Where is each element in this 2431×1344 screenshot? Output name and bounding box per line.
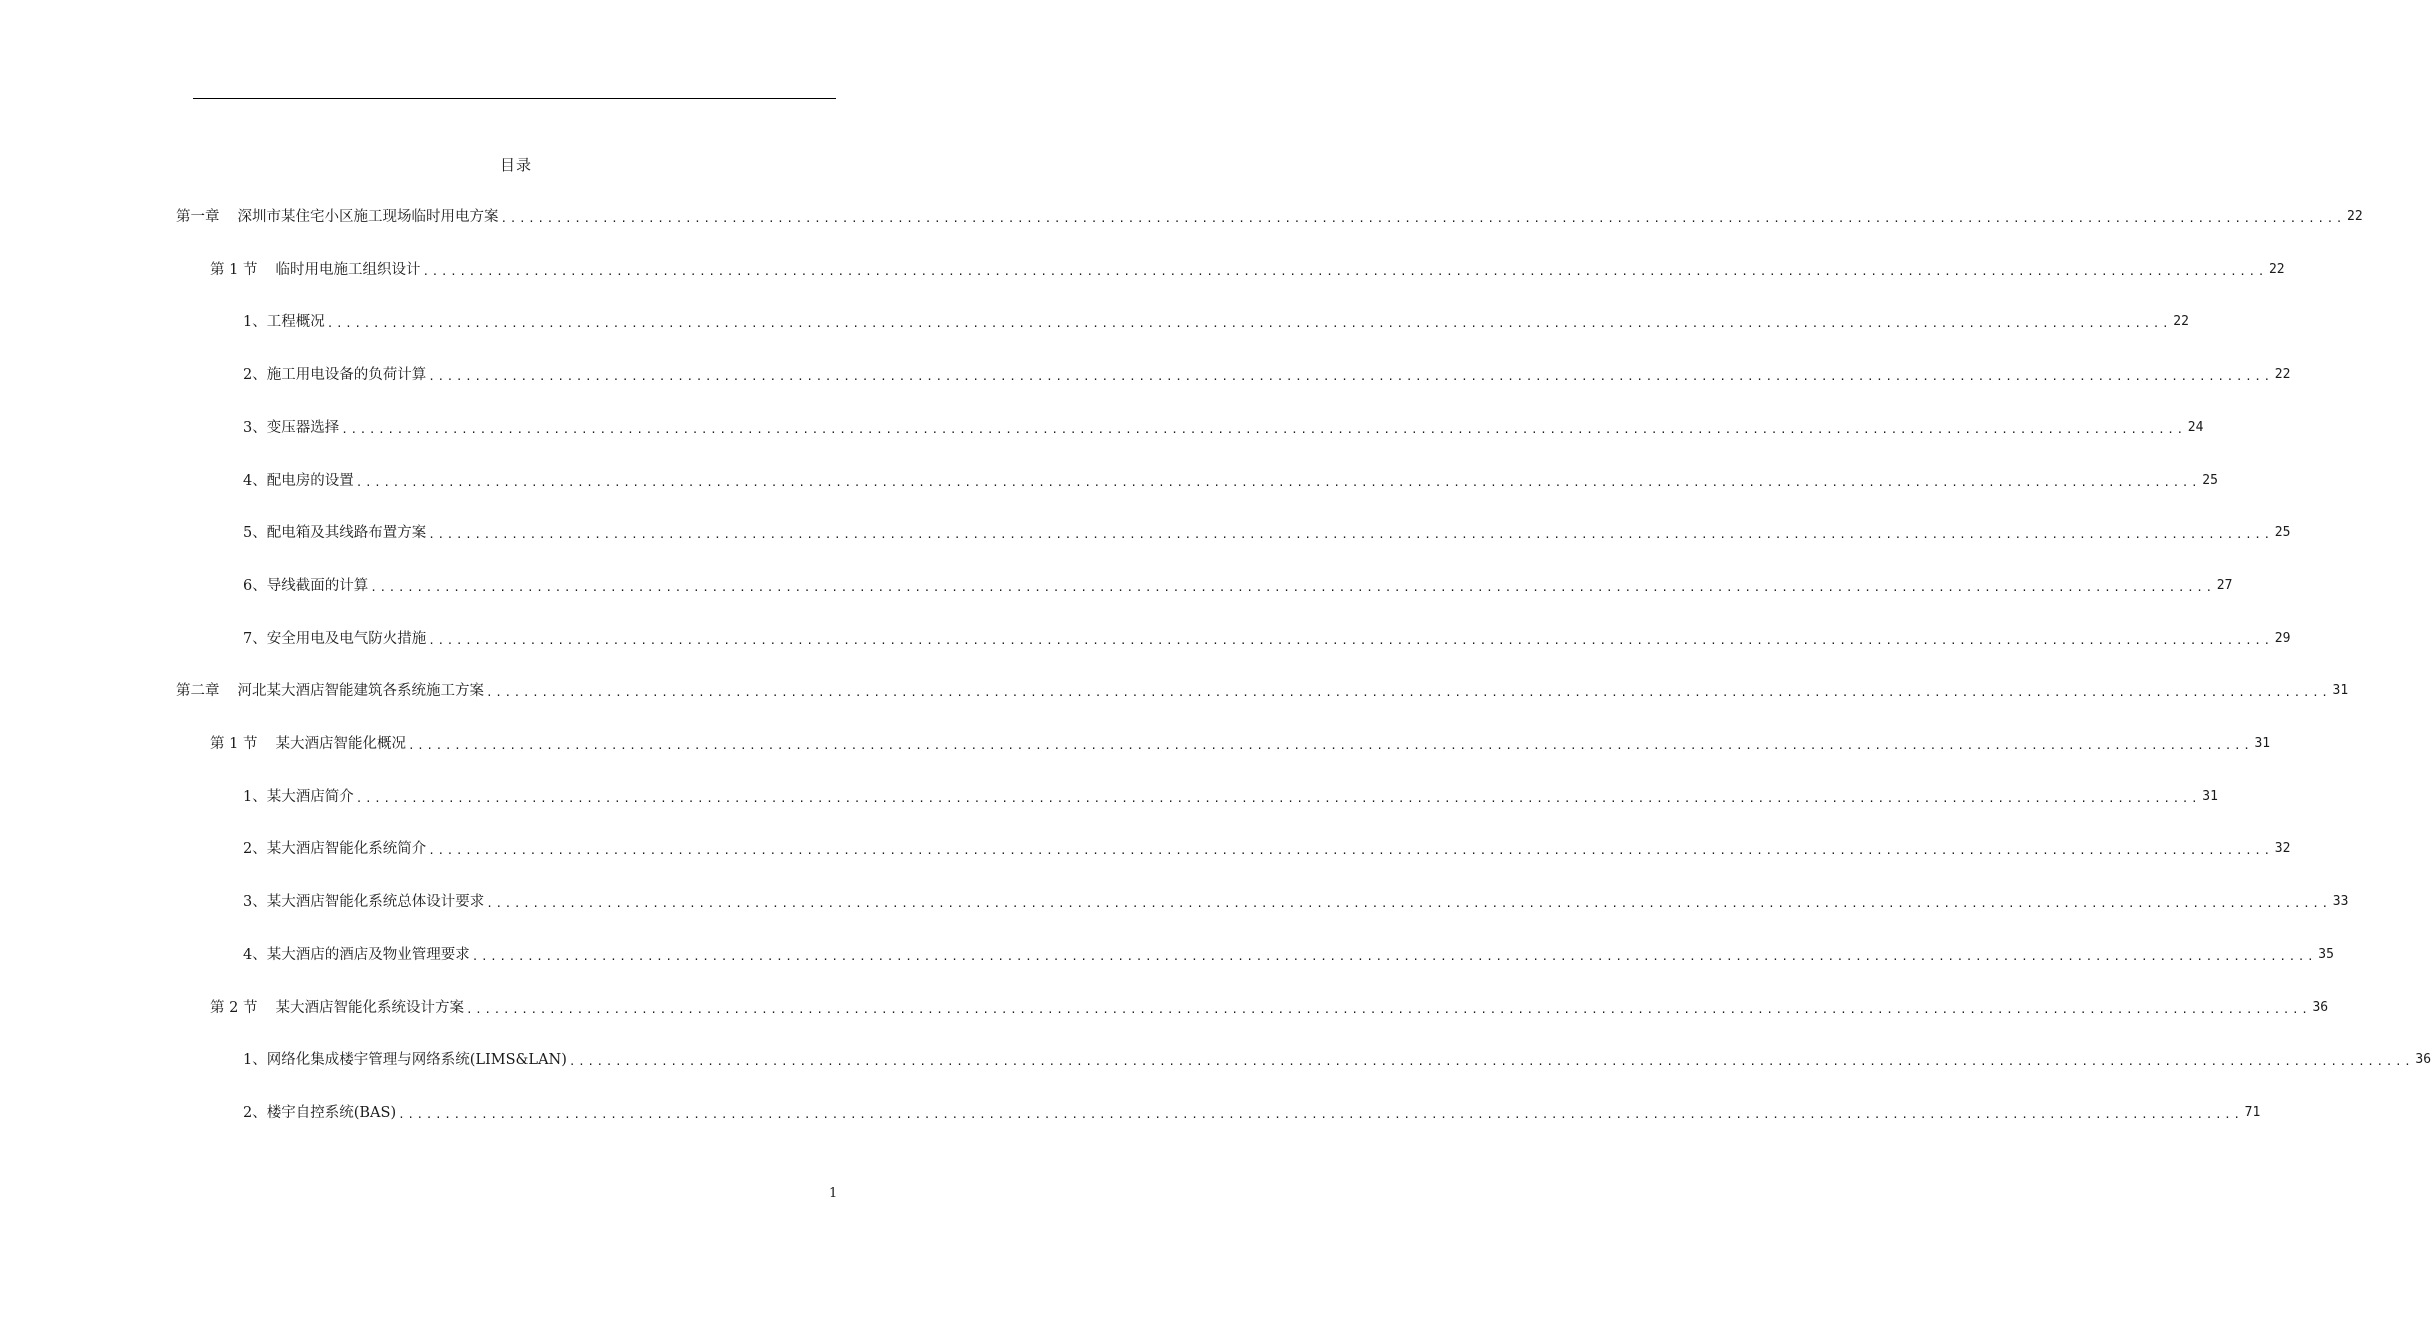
toc-entry-number: 2、 (243, 367, 267, 384)
toc-entry-number: 第 2 节 (210, 999, 258, 1016)
toc-title: 目录 (499, 156, 532, 174)
toc-entry-number: 第一章 (176, 209, 220, 225)
toc-entry[interactable] (243, 575, 2233, 597)
toc-leader-dots: ........................................................................................................................................................................................................ (471, 949, 2317, 963)
toc-entry-page: 33 (2332, 894, 2349, 910)
toc-entry-number: 6、 (243, 577, 267, 594)
toc-leader-dots: ........................................................................................................................................................................................................ (486, 686, 2331, 700)
toc-leader-dots: ........................................................................................................................................................................................................ (428, 633, 2273, 647)
toc-entry[interactable] (243, 522, 2291, 544)
toc-leader-dots: ........................................................................................................................................................................................................ (398, 1107, 2243, 1121)
toc-leader-dots: ........................................................................................................................................................................................................ (355, 475, 2201, 489)
toc-leader-dots: ........................................................................................................................................................................................................ (465, 1002, 2311, 1016)
toc-entry-number: 1、 (243, 1052, 267, 1069)
toc-entry-number: 第二章 (176, 683, 220, 700)
toc-leader-dots: ........................................................................................................................................................................................................ (428, 528, 2273, 542)
toc-entry-page: 71 (2244, 1104, 2261, 1120)
toc-entry-page: 27 (2216, 577, 2233, 593)
toc-entry[interactable] (243, 470, 2218, 492)
toc-entry-page: 36 (2415, 1052, 2431, 1068)
toc-entry-number: 1、 (243, 788, 267, 805)
toc-entry-page: 32 (2274, 841, 2291, 857)
toc-entry[interactable] (176, 206, 2363, 228)
toc-entry-number: 3、 (243, 419, 267, 436)
toc-entry-number: 第 1 节 (210, 261, 258, 278)
toc-leader-dots: ........................................................................................................................................................................................................ (341, 422, 2186, 436)
toc-entry[interactable] (243, 786, 2218, 808)
toc-entry-page: 25 (2274, 525, 2291, 541)
toc-leader-dots: ........................................................................................................................................................................................................ (500, 212, 2346, 225)
toc-entry-label: 安全用电及电气防火措施 (266, 630, 427, 647)
toc-entry-label: 某大酒店智能化系统总体设计要求 (266, 894, 485, 911)
toc-entry-page: 31 (2332, 683, 2349, 699)
toc-entry-page: 31 (2202, 788, 2218, 804)
toc-entry-label: 某大酒店智能化概况 (275, 736, 406, 752)
toc-entry[interactable] (210, 259, 2285, 281)
toc-entry-number: 4、 (243, 946, 267, 963)
toc-entry[interactable] (210, 997, 2329, 1019)
toc-entry-label: 某大酒店的酒店及物业管理要求 (266, 946, 470, 963)
toc-entry-page: 24 (2187, 419, 2204, 435)
toc-entry-number: 2、 (243, 841, 267, 858)
toc-entry-page: 22 (2274, 367, 2291, 383)
toc-entry-number: 2、 (243, 1104, 267, 1121)
toc-entry-page: 22 (2268, 261, 2285, 277)
toc-entry-page: 22 (2347, 209, 2363, 224)
toc-entry-label: 工程概况 (266, 314, 325, 331)
toc-entry-label: 导线截面的计算 (266, 577, 369, 594)
toc-entry[interactable] (243, 944, 2334, 966)
toc-entry[interactable] (243, 1102, 2261, 1124)
toc-entry-label: 楼宇自控系统(BAS) (266, 1104, 397, 1121)
toc-entry-page: 31 (2254, 736, 2271, 751)
toc-entry-number: 5、 (243, 525, 267, 542)
toc-entry-page: 25 (2202, 472, 2218, 488)
toc-entry[interactable] (243, 417, 2204, 439)
toc-entry-page: 22 (2173, 314, 2189, 330)
toc-entry-label: 配电箱及其线路布置方案 (266, 525, 427, 542)
toc-entry-number: 1、 (243, 314, 267, 331)
toc-entry[interactable] (176, 680, 2349, 702)
toc-leader-dots: ........................................................................................................................................................................................................ (568, 1055, 2414, 1069)
toc-entry-label: 深圳市某住宅小区施工现场临时用电方案 (237, 209, 499, 225)
toc-entry-label: 临时用电施工组织设计 (275, 261, 421, 278)
toc-entry[interactable] (243, 364, 2291, 386)
toc-entry-number: 7、 (243, 630, 267, 647)
toc-entry-label: 变压器选择 (266, 419, 340, 436)
toc-entry-label: 某大酒店智能化系统简介 (266, 841, 427, 858)
toc-entry-label: 施工用电设备的负荷计算 (266, 367, 427, 384)
toc-entry-number: 3、 (243, 894, 267, 911)
toc-entry-page: 29 (2274, 630, 2291, 646)
toc-entry[interactable] (243, 311, 2189, 333)
toc-entry-label: 配电房的设置 (266, 472, 354, 489)
toc-leader-dots: ........................................................................................................................................................................................................ (428, 844, 2273, 858)
toc-leader-dots: ........................................................................................................................................................................................................ (355, 791, 2201, 805)
toc-entry-label: 网络化集成楼宇管理与网络系统(LIMS&LAN) (266, 1052, 567, 1069)
toc-entry-page: 35 (2318, 946, 2334, 962)
toc-entry[interactable] (243, 838, 2291, 860)
toc-entry-page: 36 (2312, 999, 2329, 1015)
toc-leader-dots: ........................................................................................................................................................................................................ (407, 739, 2253, 752)
toc-leader-dots: ........................................................................................................................................................................................................ (370, 580, 2215, 594)
toc-leader-dots: ........................................................................................................................................................................................................ (428, 370, 2273, 384)
toc-entry[interactable] (243, 1049, 2431, 1071)
toc-entry-number: 4、 (243, 472, 267, 489)
toc-leader-dots: ........................................................................................................................................................................................................ (486, 897, 2331, 911)
toc-leader-dots: ........................................................................................................................................................................................................ (422, 264, 2267, 278)
toc-entry[interactable] (243, 891, 2349, 913)
toc-leader-dots: ........................................................................................................................................................................................................ (326, 317, 2172, 331)
toc-entry-label: 河北某大酒店智能建筑各系统施工方案 (237, 683, 484, 700)
toc-entry-label: 某大酒店智能化系统设计方案 (275, 999, 464, 1016)
toc-entry-label: 某大酒店简介 (266, 788, 354, 805)
page-number: 1 (829, 1186, 838, 1201)
toc-entry[interactable] (210, 733, 2271, 755)
toc-entry-number: 第 1 节 (210, 736, 258, 752)
toc-entry[interactable] (243, 628, 2291, 650)
